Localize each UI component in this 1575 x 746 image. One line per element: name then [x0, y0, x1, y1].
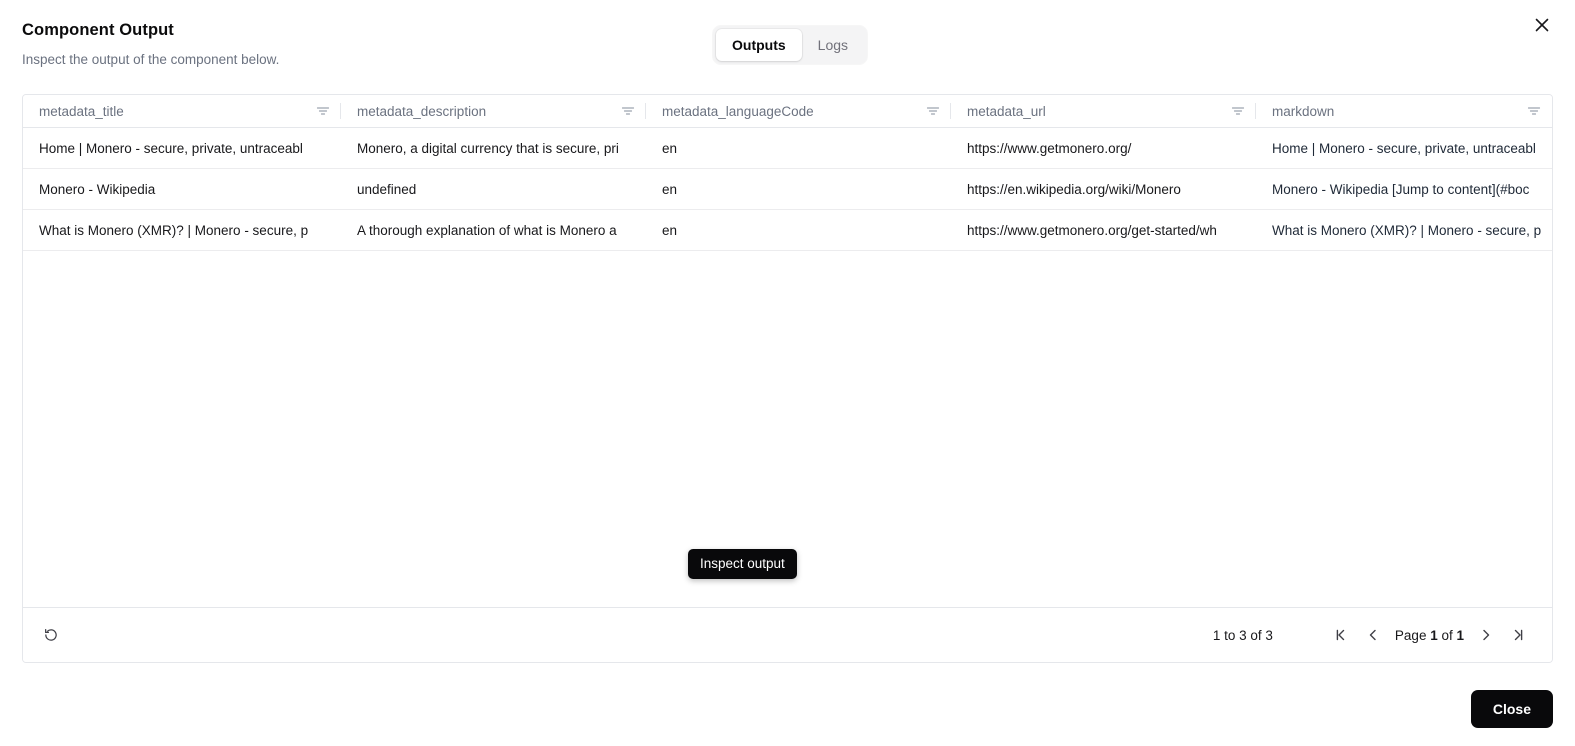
page-prefix: Page — [1394, 627, 1431, 643]
filter-icon[interactable] — [925, 103, 941, 119]
tab-outputs[interactable]: Outputs — [716, 29, 802, 61]
cell-metadata-languagecode: en — [662, 181, 678, 197]
close-button[interactable]: Close — [1471, 690, 1553, 728]
refresh-icon[interactable] — [37, 621, 65, 649]
table-footer — [23, 607, 1552, 662]
column-header-markdown[interactable] — [1256, 95, 1552, 127]
cell-metadata-url: https://en.wikipedia.org/wiki/Monero — [967, 181, 1181, 197]
table-row[interactable] — [23, 169, 1552, 210]
page-current: 1 — [1430, 627, 1438, 643]
cell-markdown: Home | Monero - secure, private, untraceabl — [1272, 140, 1536, 156]
page-indicator — [1395, 628, 1464, 643]
column-label: metadata_description — [357, 103, 487, 119]
cell-markdown: What is Monero (XMR)? | Monero - secure, p — [1272, 222, 1542, 238]
page-mid: of — [1437, 627, 1457, 643]
filter-icon[interactable] — [315, 103, 331, 119]
row-range-label: 1 to 3 of 3 — [1212, 627, 1273, 643]
filter-icon[interactable] — [620, 103, 636, 119]
tooltip: Inspect output — [688, 549, 797, 579]
table-body — [23, 128, 1552, 601]
cell-metadata-languagecode: en — [662, 140, 678, 156]
cell-metadata-languagecode: en — [662, 222, 678, 238]
table-row[interactable] — [23, 210, 1552, 251]
table-row[interactable] — [23, 128, 1552, 169]
cell-metadata-description: Monero, a digital currency that is secure, pri — [357, 140, 619, 156]
cell-markdown: Monero - Wikipedia [Jump to content](#boc — [1272, 181, 1530, 197]
cell-metadata-description: A thorough explanation of what is Monero a — [357, 222, 617, 238]
chevron-right-icon[interactable] — [1470, 620, 1502, 650]
filter-icon[interactable] — [1230, 103, 1246, 119]
column-label: metadata_title — [39, 103, 124, 119]
cell-metadata-url: https://www.getmonero.org/ — [967, 140, 1132, 156]
chevron-left-icon[interactable] — [1357, 620, 1389, 650]
pagination — [1213, 620, 1534, 650]
table-header-row — [23, 95, 1552, 128]
column-label: metadata_url — [967, 103, 1046, 119]
cell-metadata-url: https://www.getmonero.org/get-started/wh — [967, 222, 1217, 238]
column-label: markdown — [1272, 103, 1335, 119]
filter-icon[interactable] — [1526, 103, 1542, 119]
column-header-metadata-description[interactable] — [341, 95, 646, 127]
tab-group — [713, 26, 867, 64]
cell-metadata-title: What is Monero (XMR)? | Monero - secure, p — [39, 222, 309, 238]
column-header-metadata-url[interactable] — [951, 95, 1256, 127]
last-page-icon[interactable] — [1502, 620, 1534, 650]
cell-metadata-title: Home | Monero - secure, private, untraceabl — [39, 140, 303, 156]
close-icon[interactable] — [1531, 14, 1553, 36]
column-header-metadata-languagecode[interactable] — [646, 95, 951, 127]
tab-logs[interactable]: Logs — [802, 29, 864, 61]
page-title: Component Output — [22, 21, 174, 39]
cell-metadata-title: Monero - Wikipedia — [39, 181, 156, 197]
column-header-metadata-title[interactable] — [23, 95, 341, 127]
first-page-icon[interactable] — [1325, 620, 1357, 650]
page-subtitle: Inspect the output of the component below. — [22, 52, 280, 67]
column-label: metadata_languageCode — [662, 103, 814, 119]
cell-metadata-description: undefined — [357, 181, 417, 197]
page-total: 1 — [1456, 627, 1464, 643]
